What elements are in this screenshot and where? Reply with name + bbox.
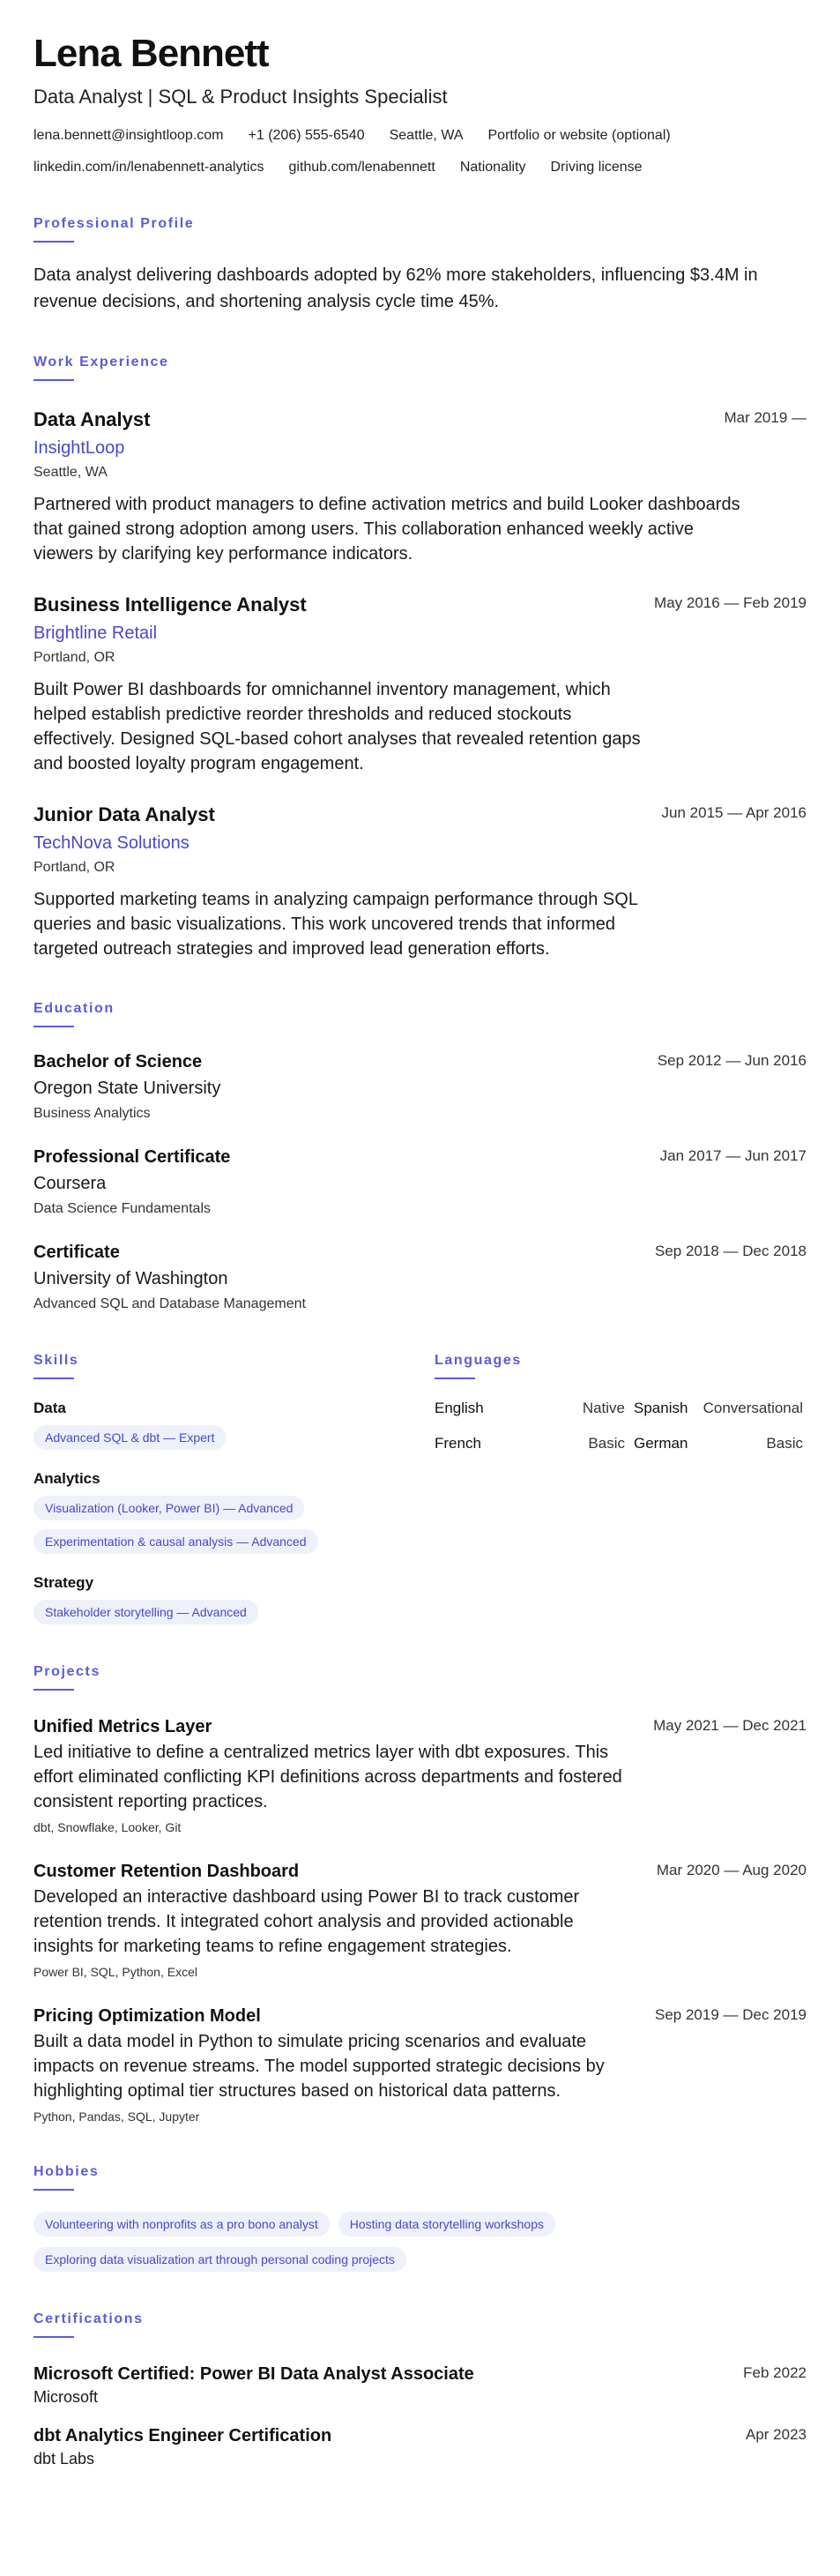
skill-group-title: Data: [33, 1400, 66, 1416]
education-field: Advanced SQL and Database Management: [33, 1296, 306, 1311]
languages-section: [435, 1352, 807, 1624]
project-title: Pricing Optimization Model: [33, 2006, 261, 2026]
job-title: Data Analyst: [33, 408, 151, 430]
skills-section: [33, 1352, 435, 1624]
project-entry: [33, 1715, 807, 1835]
contact-list: [33, 127, 792, 176]
job-entry: [33, 593, 807, 776]
education-degree: Bachelor of Science: [33, 1052, 203, 1071]
certification-date: Apr 2023: [746, 2426, 807, 2443]
project-tech: dbt, Snowflake, Looker, Git: [33, 1820, 182, 1834]
language-name: German: [634, 1435, 688, 1452]
section-divider: [33, 241, 74, 243]
certification-date: Feb 2022: [743, 2364, 807, 2381]
language-level: Native: [582, 1400, 625, 1416]
language-name: Spanish: [634, 1400, 688, 1416]
job-entry: [33, 407, 807, 566]
job-company: InsightLoop: [33, 438, 125, 458]
job-description: Supported marketing teams in analyzing campaign performance through SQL queries and basic visualizations. This work uncovered trends that informed targeted outreach strategies and improved lead generation efforts.: [33, 890, 638, 959]
skill-chip: Visualization (Looker, Power BI) — Advanced: [33, 1496, 304, 1520]
section-divider: [33, 1026, 74, 1027]
contact-phone[interactable]: +1 (206) 555-6540: [248, 128, 365, 143]
project-description: Built a data model in Python to simulate pricing scenarios and evaluate impacts on revenue streams. The model supported strategic decisions by highlighting optimal tier structures based on historical data patterns.: [33, 2032, 605, 2101]
experience-section: [33, 354, 807, 961]
job-company: Brightline Retail: [33, 623, 158, 643]
education-entry: [33, 1050, 807, 1123]
education-entry: [33, 1146, 807, 1218]
job-description: Built Power BI dashboards for omnichannel inventory management, which helped establish predictive reorder thresholds and reduced stockouts effectively. Designed SQL-based cohort analyses that revealed retention gaps and boosted loyalty program engagement.: [33, 680, 641, 773]
skills-languages-row: [33, 1352, 807, 1624]
skill-group: [33, 1573, 435, 1624]
contact-github[interactable]: github.com/lenabennett: [288, 160, 435, 175]
hobby-chip: Volunteering with nonprofits as a pro bono analyst: [33, 2212, 330, 2236]
project-description: Developed an interactive dashboard using Power BI to track customer retention trends. It integrated cohort analysis and provided actionable insights for marketing teams to refine engagement strategies.: [33, 1887, 580, 1956]
project-date: Sep 2019 — Dec 2019: [654, 2006, 807, 2023]
profile-text: Data analyst delivering dashboards adopted by 62% more stakeholders, influencing $3.4M in revenue decisions, and shortening analysis cycle time 45%.: [33, 265, 758, 311]
contact-portfolio[interactable]: Portfolio or website (optional): [487, 128, 671, 143]
certification-name: Microsoft Certified: Power BI Data Analyst Associate: [33, 2364, 474, 2384]
skill-chip: Experimentation & causal analysis — Advanced: [33, 1529, 318, 1554]
resume-header: [33, 32, 807, 176]
job-company: TechNova Solutions: [33, 833, 190, 853]
certifications-section: [33, 2311, 807, 2468]
contact-location: Seattle, WA: [389, 128, 464, 143]
project-date: Mar 2020 — Aug 2020: [656, 1862, 807, 1878]
job-location: Portland, OR: [33, 860, 115, 875]
hobby-chips: [33, 2212, 703, 2272]
project-entry: [33, 1860, 807, 1980]
skill-chips: [33, 1496, 435, 1554]
section-divider: [33, 1378, 74, 1379]
projects-section: [33, 1663, 807, 2124]
job-date: May 2016 — Feb 2019: [654, 594, 807, 611]
skill-chip: Advanced SQL & dbt — Expert: [33, 1425, 226, 1450]
contact-linkedin[interactable]: linkedin.com/in/lenabennett-analytics: [33, 160, 264, 175]
skill-group: [33, 1469, 435, 1554]
project-description: Led initiative to define a centralized metrics layer with dbt exposures. This effort eliminated conflicting KPI definitions across departments and fostered consistent reporting practices.: [33, 1743, 622, 1811]
education-date: Sep 2018 — Dec 2018: [654, 1243, 807, 1259]
project-entry: [33, 2005, 807, 2124]
skill-group: [33, 1399, 435, 1450]
education-degree: Professional Certificate: [33, 1147, 231, 1167]
certification-issuer: Microsoft: [33, 2388, 99, 2406]
certification-entry: [33, 2424, 807, 2468]
language-level: Conversational: [702, 1400, 803, 1416]
section-divider: [33, 1689, 74, 1691]
section-title: Hobbies: [33, 2164, 100, 2179]
education-school: University of Washington: [33, 1269, 228, 1288]
language-level: Basic: [766, 1435, 803, 1452]
education-date: Jan 2017 — Jun 2017: [659, 1147, 807, 1164]
language-list: [435, 1399, 803, 1453]
skill-group-title: Strategy: [33, 1574, 94, 1591]
hobbies-section: [33, 2163, 807, 2272]
certification-issuer: dbt Labs: [33, 2450, 95, 2468]
skill-chips: [33, 1600, 435, 1624]
education-section: [33, 1000, 807, 1313]
section-title: Work Experience: [33, 355, 169, 370]
candidate-name: Lena Bennett: [33, 32, 269, 75]
section-divider: [33, 2336, 74, 2338]
job-title: Junior Data Analyst: [33, 803, 215, 825]
section-title: Languages: [435, 1353, 522, 1368]
skill-group-title: Analytics: [33, 1470, 100, 1487]
project-tech: Python, Pandas, SQL, Jupyter: [33, 2109, 200, 2124]
project-title: Customer Retention Dashboard: [33, 1862, 300, 1881]
education-field: Data Science Fundamentals: [33, 1201, 211, 1216]
language-name: English: [435, 1400, 484, 1416]
language-name: French: [435, 1435, 481, 1452]
education-degree: Certificate: [33, 1243, 120, 1262]
job-description: Partnered with product managers to define activation metrics and build Looker dashboards that gained strong adoption among users. This collaboration enhanced weekly active viewers by clarifying key performance indicators.: [33, 495, 740, 564]
job-title: Business Intelligence Analyst: [33, 594, 307, 616]
section-title: Education: [33, 1001, 115, 1016]
skill-chip: Stakeholder storytelling — Advanced: [33, 1600, 258, 1624]
section-title: Skills: [33, 1353, 79, 1368]
profile-section: [33, 215, 807, 315]
section-divider: [33, 379, 74, 381]
hobby-chip: Hosting data storytelling workshops: [338, 2212, 555, 2236]
education-date: Sep 2012 — Jun 2016: [657, 1052, 807, 1069]
project-title: Unified Metrics Layer: [33, 1717, 212, 1736]
education-field: Business Analytics: [33, 1106, 151, 1121]
job-location: Seattle, WA: [33, 465, 108, 480]
certification-name: dbt Analytics Engineer Certification: [33, 2426, 332, 2445]
candidate-headline: Data Analyst | SQL & Product Insights Specialist: [33, 86, 448, 108]
contact-email[interactable]: lena.bennett@insightloop.com: [33, 128, 224, 143]
job-location: Portland, OR: [33, 650, 115, 665]
job-entry: [33, 803, 807, 961]
section-divider: [435, 1378, 475, 1379]
job-date: Mar 2019 —: [724, 409, 807, 426]
project-date: May 2021 — Dec 2021: [653, 1717, 807, 1734]
job-date: Jun 2015 — Apr 2016: [661, 804, 807, 821]
skill-chips: [33, 1425, 435, 1450]
hobby-chip: Exploring data visualization art through personal coding projects: [33, 2247, 406, 2272]
section-title: Professional Profile: [33, 216, 195, 231]
contact-driving-license: Driving license: [550, 160, 643, 175]
contact-nationality: Nationality: [459, 160, 526, 175]
section-title: Certifications: [33, 2311, 144, 2326]
education-school: Coursera: [33, 1174, 107, 1193]
language-level: Basic: [588, 1435, 625, 1452]
certification-entry: [33, 2363, 807, 2407]
project-tech: Power BI, SQL, Python, Excel: [33, 1965, 197, 1979]
section-title: Projects: [33, 1664, 100, 1679]
education-school: Oregon State University: [33, 1079, 221, 1098]
section-divider: [33, 2189, 74, 2191]
education-entry: [33, 1241, 807, 1313]
